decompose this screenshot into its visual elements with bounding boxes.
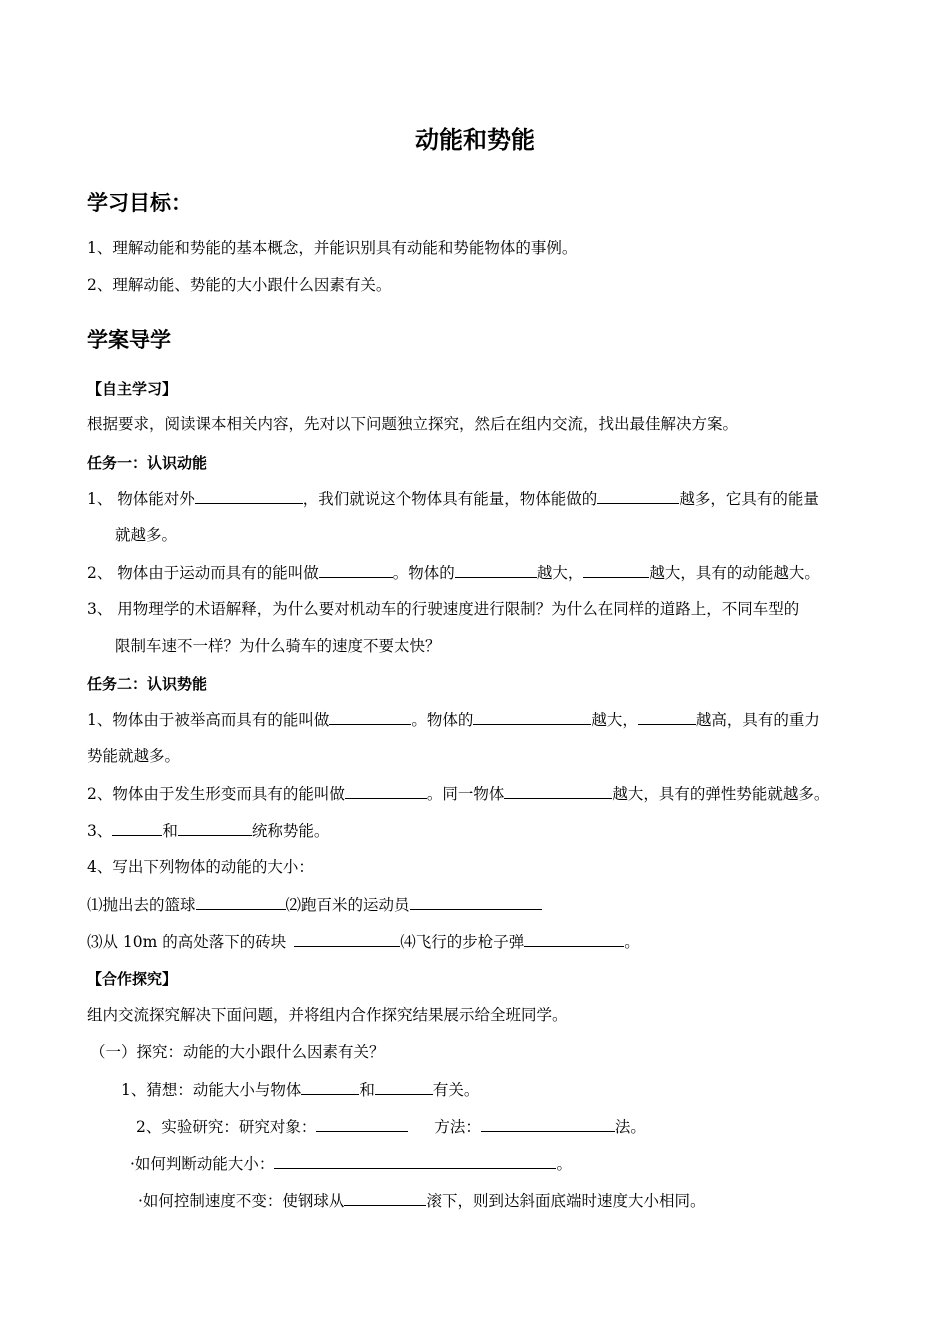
cooperate-guess [121, 1079, 479, 1100]
text-segment: ⑵跑百米的运动员 [285, 896, 410, 914]
cooperate-control [138, 1190, 705, 1211]
task2-question-1-cont: 势能就越多。 [87, 747, 181, 765]
text-segment: 1、 物体能对外 [87, 490, 195, 508]
answer-blank[interactable] [274, 1153, 556, 1169]
goal-item: 2、理解动能、势能的大小跟什么因素有关。 [87, 276, 392, 294]
answer-blank[interactable] [112, 820, 162, 836]
answer-blank[interactable] [410, 894, 542, 910]
answer-blank[interactable] [316, 1116, 408, 1132]
answer-blank[interactable] [344, 1190, 426, 1206]
guide-heading: 学案导学 [87, 328, 171, 352]
task1-question-1 [87, 488, 819, 509]
answer-blank[interactable] [455, 562, 537, 578]
cooperate-subsection-1: （一）探究：动能的大小跟什么因素有关？ [90, 1043, 385, 1061]
cooperate-heading: 【合作探究】 [87, 970, 178, 988]
text-segment: 越多，它具有的能量 [679, 490, 819, 508]
text-segment: ，我们就说这个物体具有能量，物体能做的 [302, 490, 598, 508]
text-segment: 2、物体由于发生形变而具有的能叫做 [87, 785, 345, 803]
text-segment: 滚下，则到达斜面底端时速度大小相同。 [426, 1192, 706, 1210]
answer-blank[interactable] [195, 488, 303, 504]
text-segment: 。物体的 [392, 564, 455, 582]
text-segment: 2、 物体由于运动而具有的能叫做 [87, 564, 319, 582]
answer-blank[interactable] [473, 709, 591, 725]
self-study-heading: 【自主学习】 [87, 380, 178, 398]
text-segment: 越大，具有的弹性势能就越多。 [612, 785, 830, 803]
text-segment: 1、猜想：动能大小与物体 [121, 1081, 302, 1099]
task1-question-1-cont: 就越多。 [115, 526, 178, 544]
task1-question-3: 3、 用物理学的术语解释，为什么要对机动车的行驶速度进行限制？为什么在同样的道路上，不同车型的 [87, 600, 800, 618]
answer-blank[interactable] [583, 562, 649, 578]
answer-blank[interactable] [524, 931, 624, 947]
text-segment: 2、实验研究：研究对象： [136, 1118, 317, 1136]
text-segment: 和 [359, 1081, 375, 1099]
task1-question-2 [87, 562, 820, 583]
self-study-intro: 根据要求，阅读课本相关内容，先对以下问题独立探究，然后在组内交流，找出最佳解决方案。 [87, 415, 739, 433]
task2-heading: 任务二：认识势能 [87, 675, 208, 693]
text-segment: ·如何控制速度不变：使钢球从 [138, 1192, 345, 1210]
text-segment: 有关。 [432, 1081, 480, 1099]
answer-blank[interactable] [481, 1116, 615, 1132]
task2-question-4-items-b [87, 931, 640, 952]
cooperate-intro: 组内交流探究解决下面问题，并将组内合作探究结果展示给全班同学。 [87, 1006, 568, 1024]
text-segment: 。 [624, 933, 640, 951]
answer-blank[interactable] [178, 820, 252, 836]
text-segment: ·如何判断动能大小： [130, 1155, 275, 1173]
task2-question-3 [87, 820, 329, 841]
text-segment: 方法： [434, 1118, 481, 1136]
answer-blank[interactable] [301, 1079, 359, 1095]
answer-blank[interactable] [597, 488, 679, 504]
answer-blank[interactable] [345, 783, 427, 799]
goal-item: 1、理解动能和势能的基本概念，并能识别具有动能和势能物体的事例。 [87, 239, 578, 257]
task2-question-4-items-a [87, 894, 542, 915]
text-segment: 。同一物体 [426, 785, 505, 803]
text-segment: 法。 [614, 1118, 646, 1136]
answer-blank[interactable] [375, 1079, 433, 1095]
page-title: 动能和势能 [415, 126, 535, 154]
answer-blank[interactable] [504, 783, 612, 799]
answer-blank[interactable] [638, 709, 696, 725]
text-segment: 。物体的 [411, 711, 474, 729]
text-segment: 3、 [87, 822, 113, 840]
text-segment: ⑷飞行的步枪子弹 [400, 933, 525, 951]
task2-question-1 [87, 709, 820, 730]
text-segment: 越大，具有的动能越大。 [649, 564, 820, 582]
text-segment: 和 [162, 822, 178, 840]
text-segment: 越大， [591, 711, 638, 729]
answer-blank[interactable] [319, 562, 393, 578]
task2-question-4: 4、写出下列物体的动能的大小： [87, 858, 314, 876]
text-segment: ⑴抛出去的篮球 [87, 896, 196, 914]
task1-heading: 任务一：认识动能 [87, 454, 208, 472]
answer-blank[interactable] [329, 709, 411, 725]
cooperate-judge [130, 1153, 572, 1174]
text-segment: 。 [556, 1155, 572, 1173]
text-segment: 1、物体由于被举高而具有的能叫做 [87, 711, 330, 729]
task1-question-3-cont: 限制车速不一样？为什么骑车的速度不要太快？ [115, 637, 441, 655]
answer-blank[interactable] [294, 931, 400, 947]
text-segment: ⑶从 10m 的高处落下的砖块 [87, 933, 287, 951]
goals-heading: 学习目标： [87, 191, 192, 215]
text-segment: 统称势能。 [251, 822, 330, 840]
answer-blank[interactable] [196, 894, 286, 910]
text-segment: 越大， [536, 564, 584, 582]
cooperate-experiment [136, 1116, 646, 1137]
task2-question-2 [87, 783, 829, 804]
text-segment: 越高，具有的重力 [695, 711, 820, 729]
